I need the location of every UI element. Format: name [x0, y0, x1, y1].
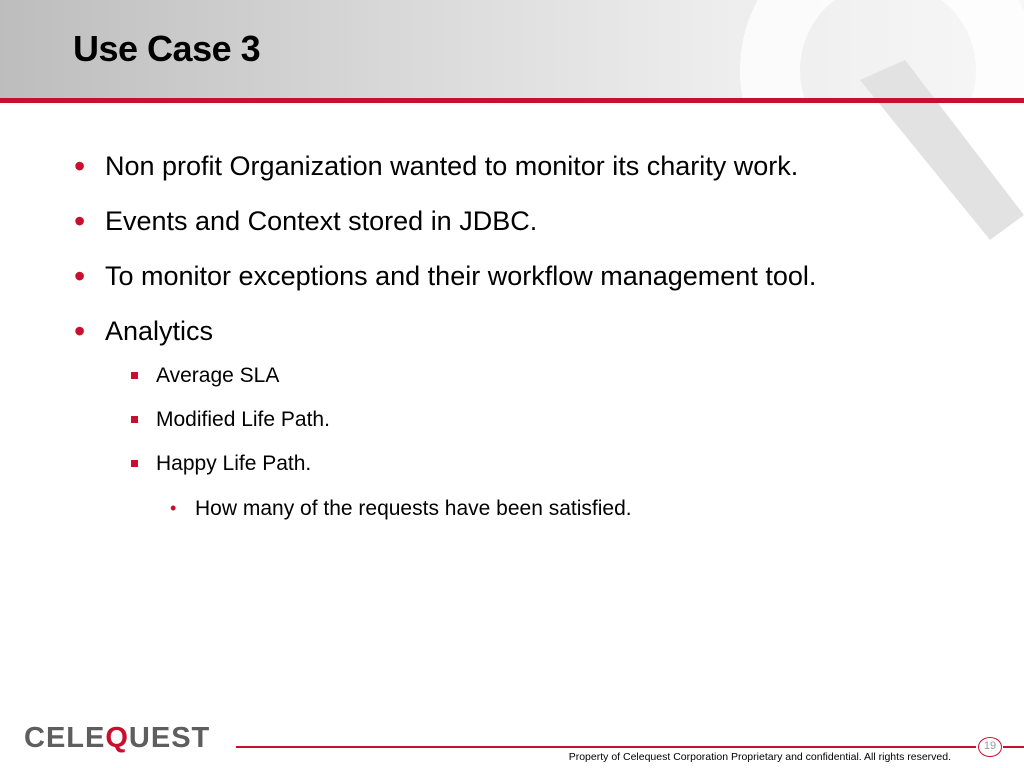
sub-sub-bullet-text: How many of the requests have been satisfied.	[195, 497, 632, 520]
footer-rule-right	[1003, 746, 1024, 748]
small-red-dot-bullet-icon: •	[170, 498, 177, 518]
red-dot-bullet-icon: •	[74, 148, 86, 184]
footer-rule	[236, 746, 976, 748]
bullet-item	[74, 146, 798, 183]
red-dot-bullet-icon: •	[74, 258, 86, 294]
red-square-bullet-icon	[131, 372, 138, 379]
logo-text-part2: UEST	[128, 722, 211, 754]
bullet-text: Non profit Organization wanted to monitor its charity work.	[105, 151, 799, 181]
bullet-text: Analytics	[105, 316, 214, 346]
bullet-item	[74, 256, 816, 293]
sub-bullet-item	[131, 452, 311, 476]
sub-bullet-item	[131, 408, 330, 432]
bullet-item	[74, 201, 537, 238]
q-logo-watermark-icon	[690, 0, 1024, 240]
sub-sub-bullet-item	[170, 497, 632, 521]
red-square-bullet-icon	[131, 460, 138, 467]
sub-bullet-text: Happy Life Path.	[156, 452, 312, 475]
logo-q-letter: Q	[105, 722, 129, 754]
red-square-bullet-icon	[131, 416, 138, 423]
sub-bullet-item	[131, 364, 279, 388]
bullet-text: To monitor exceptions and their workflow management tool.	[105, 261, 817, 291]
header-rule	[0, 98, 1024, 103]
slide-title: Use Case 3	[73, 28, 261, 69]
sub-bullet-text: Average SLA	[156, 364, 280, 387]
footer-notice: Property of Celequest Corporation Proprietary and confidential. All rights reserved.	[568, 751, 951, 763]
red-dot-bullet-icon: •	[74, 203, 86, 239]
bullet-item	[74, 311, 213, 348]
bullet-text: Events and Context stored in JDBC.	[105, 206, 538, 236]
red-dot-bullet-icon: •	[74, 313, 86, 349]
logo-text-part1: CELE	[24, 722, 106, 754]
celequest-logo	[24, 722, 210, 755]
sub-bullet-text: Modified Life Path.	[156, 408, 330, 431]
page-number: 19	[978, 737, 1002, 757]
